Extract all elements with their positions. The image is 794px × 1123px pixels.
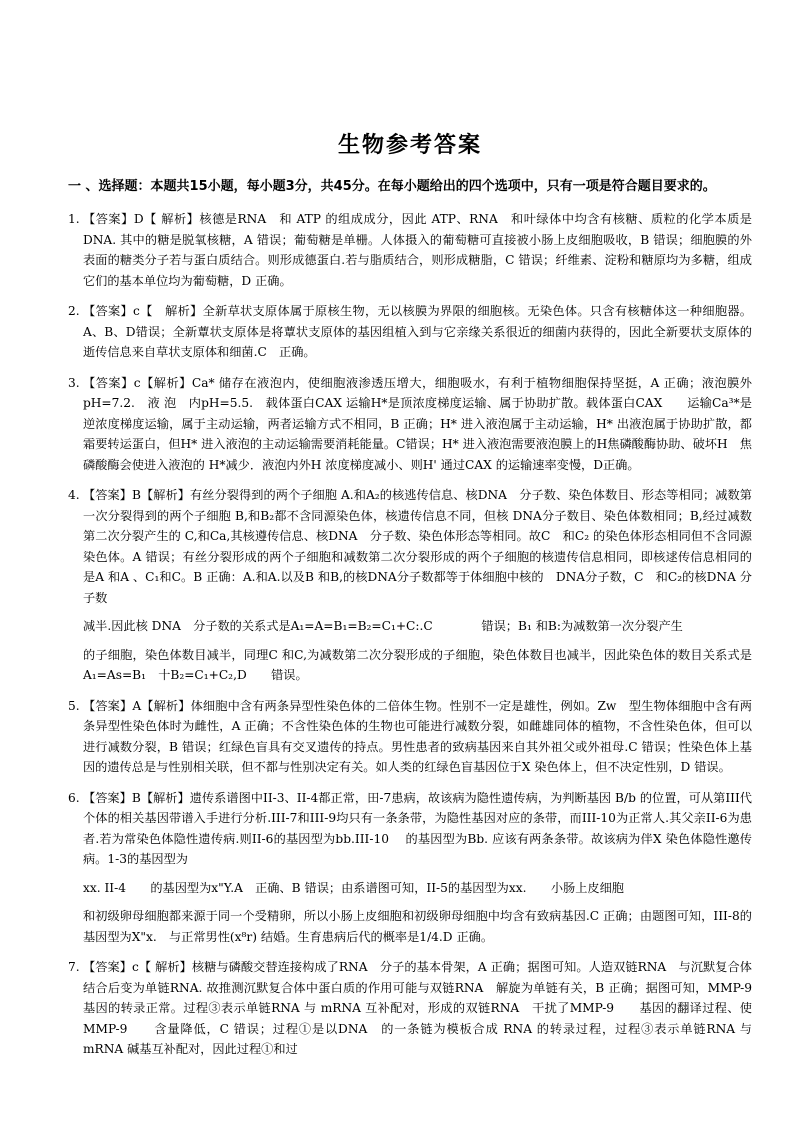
answer-text-continued: 和初级卵母细胞都来源于同一个受精卵，所以小肠上皮细胞和初级卵母细胞中均含有致病基因.C 正确；由题图可知，III-8的基因型为X"x. 与正常男性(x⁸r) 结婚。生育患病后代的概率是1/4.D 正确。 — [83, 909, 752, 944]
answer-item-3 — [68, 373, 752, 476]
answer-number: 1. — [68, 212, 80, 226]
answer-text: 【答案】c【 解析】核糖与磷酸交替连接构成了RNA 分子的基本骨架，A 正确；据图可知。人造双链RNA 与沉默复合体结合后变为单链RNA. 故推测沉默复合体中蛋白质的作用可能与双链RNA 解旋为单链有关，B 正确；据图可知，MMP-9 基因的转录正常。过程③表示单链RNA 与 mRNA 互补配对，形成的双链RNA 干扰了MMP-9 基因的翻译过程、使MMP-9 含量降低，C 错误；过程①是以DNA 的一条链为模板合成 RNA 的转录过程，过程③表示单链RNA 与 mRNA 碱基互补配对，因此过程①和过 — [83, 960, 765, 1056]
answer-text: 【答案】c【解析】Ca* 储存在液泡内，使细胞液渗透压增大，细胞吸水，有利于植物细胞保持坚挺，A 正确；液泡膜外pH=7.2. 液 泡 内pH=5.5. 载体蛋白CAX 运输H*是顶浓度梯度运输、属于协助扩散。载体蛋白CAX 运输Ca³*是逆浓度梯度运输，属于主动运输，两者运输方式不相同，B 正确；H* 进入液泡属于主动运输，H* 出液泡属于协助扩散，都霜要转运蛋白，但H* 进入液泡的主动运输需要消耗能量。C错误；H* 进入液泡需要液泡膜上的H焦磷酸酶协助、破坏H 焦磷酸酶会使进入液泡的 H*减少．液泡内外H 浓度梯度减小、则H' 通过CAX 的运输速率变慢，D正确。 — [83, 375, 752, 472]
answer-item-4 — [68, 485, 752, 686]
answer-item-7 — [68, 957, 765, 1060]
answer-number: 5. — [68, 698, 80, 713]
answer-number: 2. — [68, 304, 80, 318]
answer-text: 【答案】B【解析】遗传系谱图中II-3、II-4都正常，田-7患病，故该病为隐性遗传病，为判断基因 B/b 的位置，可从第III代个体的相关基因带谱入手进行分析.III-7和III-9均只有一条条带，为隐性基因对应的条带，而III-10为正常人.其父亲II-6为患者.若为常染色体隐性遗传病.则II-6的基因型为bb.III-10 的基因型为Bb. 应该有两条条带。故该病为伴X 染色体隐性邀传病。1-3的基因型为 — [83, 790, 752, 866]
answer-text-continued: 减半.因此核 DNA 分子数的关系式是A₁=A=B₁=B₂=C₁+C:.C 错误；B₁ 和B:为减数第一次分裂产生 — [83, 619, 683, 633]
answer-item-5 — [68, 696, 752, 778]
answer-number: 4. — [68, 488, 80, 502]
answer-text-continued: xx. II-4 的基因型为x"Y.A 正确、B 错误；由系谱图可知，II-5的基因型为xx. 小肠上皮细胞 — [83, 880, 624, 895]
answer-text-continued: 的子细胞，染色体数目减半，同理C 和C,为减数第二次分裂形成的子细胞，染色体数目也减半，因此染色体的数目关系式是A₁=As=B₁ 十B₂=C₁+C₂,D 错误。 — [83, 647, 752, 682]
answer-item-6 — [68, 788, 752, 948]
answer-number: 3. — [68, 375, 80, 390]
answer-number: 7. — [68, 960, 80, 974]
answer-number: 6. — [68, 790, 80, 805]
answer-text: 【答案】c【 解析】全新草状支原体属于原核生物，无以核膜为界限的细胞核。无染色体。只含有核糖体这一种细胞器。A、B、D错误；全新蕈状支原体是将蕈状支原体的基因组植入到与它亲缘关系很近的细菌内获得的，因此全新要状支原体的逝传信息来自草状支原体和细菌.C 正确。 — [83, 304, 752, 359]
answer-text: 【答案】B【解析】有丝分裂得到的两个子细胞 A.和A₂的核逃传信息、核DNA 分子数、染色体数目、形态等相同；减数第一次分裂得到的两个子细胞 B,和B₂都不含同源染色体，核遗传信息不同，但核 DNA分子数目、染色体数相同；B,经过减数第二次分裂产生的 C,和Ca,其核遵传信息、核DNA 分子数、染色体形态等相同。故C 和C₂ 的染色体形态相同但不含同源染色体。A 错误；有丝分裂形成的两个子细胞和减数第二次分裂形成的两个子细胞的核遗传信息相同，即核逑传信息相同的是A 和A 、C₁和C。B 正确：A.和A.以及B 和B,的核DNA分子数都等于体细胞中核的 DNA分子数，C 和C₂的核DNA 分子数 — [83, 488, 752, 605]
answer-item-1 — [68, 209, 752, 291]
answer-text: 【答案】A【解析】体细胞中含有两条异型性染色体的二倍体生物。性别不一定是雄性，例如。Zw 型生物体细胞中含有两条异型性染色体时为雌性，A 正确；不含性染色体的生物也可能进行减数分裂，如雌雄同体的植物，不含性染色体，但可以进行减数分裂，B 错误；红绿色盲具有交叉遗传的持点。男性患者的致病基因来自其外祖父或外祖母.C 错误；性染色体上基因的遗传总是与性别相关联，但不都与性别决定有关。如人类的红绿色盲基因位于X 染色体上，但不决定性别，D 错误。 — [83, 698, 752, 774]
answer-text: 【答案】D【 解析】核德是RNA 和 ATP 的组成成分，因此 ATP、RNA 和叶绿体中均含有核糖、质粒的化学本质是DNA. 其中的糖是脱氧核糖，A 错误；葡萄糖是单栅。人体摄入的葡萄糖可直接被小肠上皮细胞吸收，B 错误；细胞膜的外表面的糖类分子若与蛋白质结合。则形成德蛋白.若与脂质结合，则形成糖脂，C 错误；纤维素、淀粉和糖原均为多糖，组成它们的基本单位均为葡萄糖，D 正确。 — [83, 212, 752, 288]
page-title: 生物参考答案 — [337, 133, 482, 158]
answer-item-2 — [68, 301, 752, 363]
section-heading: 一 、选择题：本题共15小题，每小题3分，共45分。在每小题给出的四个选项中，只有一项是符合题目要求的。 — [68, 179, 716, 194]
